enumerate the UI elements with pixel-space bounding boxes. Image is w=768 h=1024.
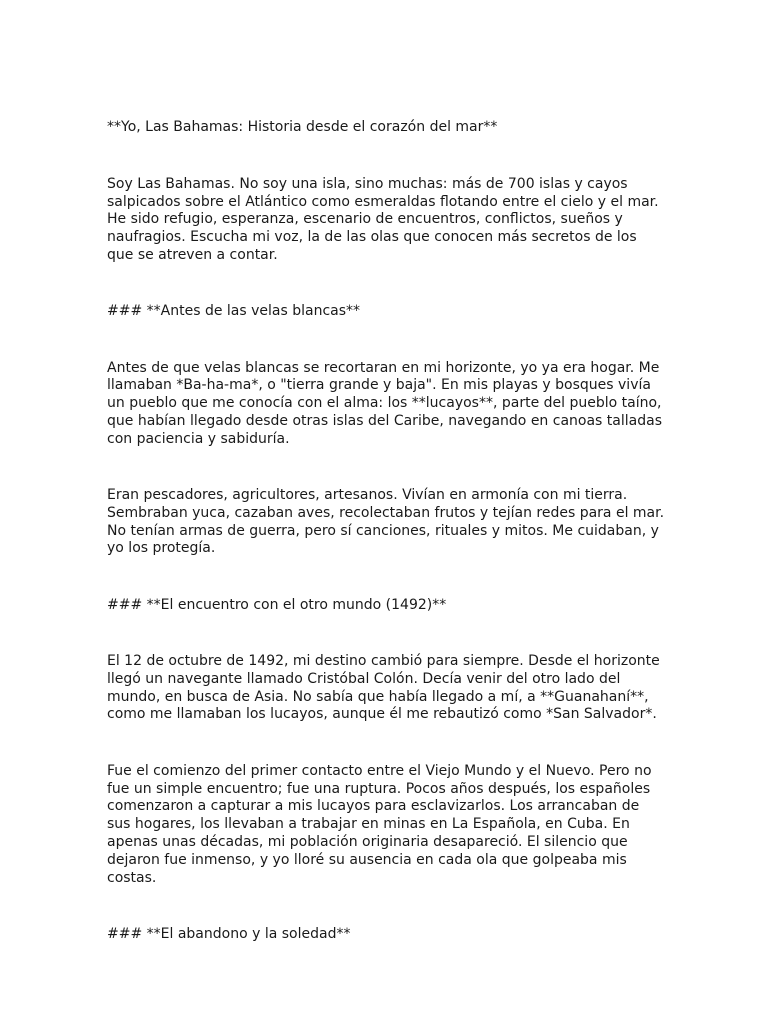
spacer [107,321,667,360]
spacer [107,615,667,654]
paragraph-lucayos: Antes de que velas blancas se recortaran en mi horizonte, yo ya era hogar. Me llamaban *Ba-ha-ma*, o "tierra grande y baja". En mis playas y bosques vivía un pueblo que me conocía con el alma: los **lucayos**, parte del pueblo taíno, que habían llegado desde otras islas del Caribe, navegando en canoas talladas con paciencia y sabiduría. [107,359,662,447]
paragraph-intro: Soy Las Bahamas. No soy una isla, sino muchas: más de 700 islas y cayos salpicados sobre el Atlántico como esmeraldas flotando entre el cielo y el mar. He sido refugio, esperanza, escenario de encuentros, conflictos, sueños y naufragios. Escucha mi voz, la de las olas que conocen más secretos de los que se atreven a contar. [107,175,659,263]
heading-encuentro: ### **El encuentro con el otro mundo (1492)** [107,596,447,613]
spacer [107,558,667,597]
spacer [107,724,667,763]
heading-antes-velas: ### **Antes de las velas blancas** [107,303,361,320]
heading-abandono: ### **El abandono y la soledad** [107,925,351,942]
spacer [107,265,667,304]
document-title: **Yo, Las Bahamas: Historia desde el corazón del mar** [107,119,498,135]
document-page [107,119,667,944]
paragraph-colon: El 12 de octubre de 1492, mi destino cambió para siempre. Desde el horizonte llegó un navegante llamado Cristóbal Colón. Decía venir del otro lado del mundo, en busca de Asia. No sabía que había llegado a mí, a **Guanahaní**, como me llamaban los lucayos, aunque él me rebautizó como *San Salvador*. [107,653,660,723]
spacer [107,137,667,176]
spacer [107,887,667,926]
paragraph-ruptura: Fue el comienzo del primer contacto entre el Viejo Mundo y el Nuevo. Pero no fue un simple encuentro; fue una ruptura. Pocos años después, los españoles comenzaron a capturar a mis lucayos para esclavizarlos. Los arrancaban de sus hogares, los llevaban a trabajar en minas en La Española, en Cuba. En apenas unas décadas, mi población originaria desapareció. El silencio que dejaron fue inmenso, y yo lloré su ausencia en cada ola que golpeaba mis costas. [107,762,652,886]
paragraph-pescadores: Eran pescadores, agricultores, artesanos. Vivían en armonía con mi tierra. Sembraban yuca, cazaban aves, recolectaban frutos y tejían redes para el mar. No tenían armas de guerra, pero sí canciones, rituales y mitos. Me cuidaban, y yo los protegía. [107,487,665,557]
spacer [107,449,667,488]
